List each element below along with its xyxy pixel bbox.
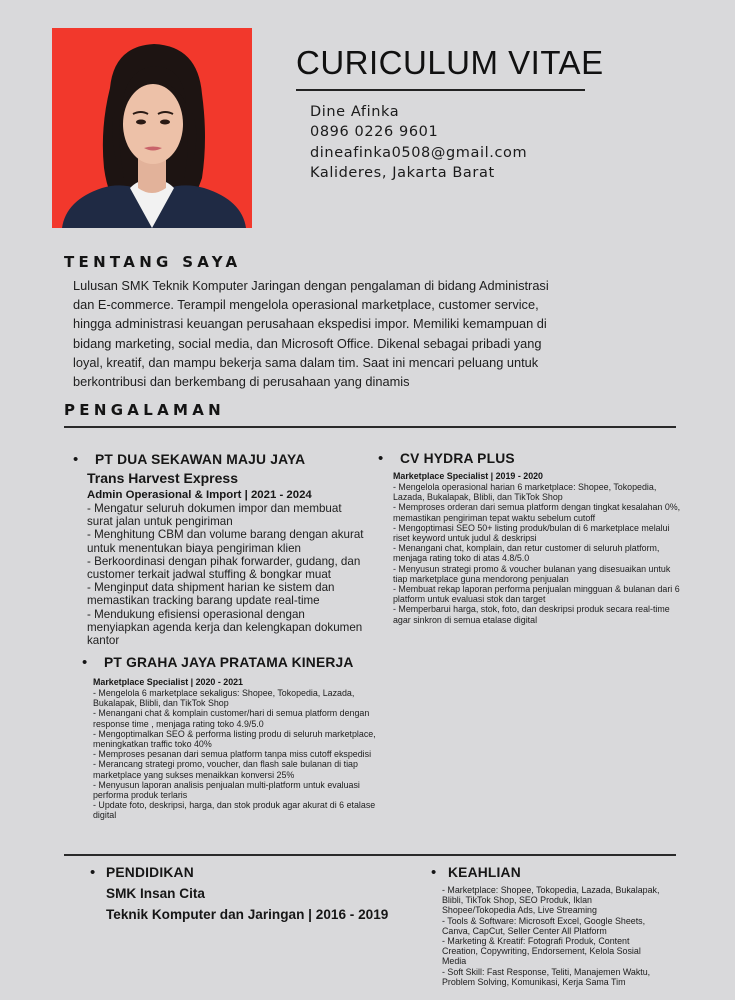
skill-line: Blibli, TikTok Shop, SEO Produk, Iklan	[442, 895, 592, 906]
duty-line: - Menghitung CBM dan volume barang dengan akurat	[87, 528, 364, 542]
skills-heading-row	[431, 864, 659, 881]
duty-line: - Merancang strategi promo, voucher, dan flash sale bulanan di tiap	[93, 759, 358, 770]
job-heading	[82, 654, 376, 671]
job-heading	[378, 450, 680, 467]
duty-line: menjaga rating toko di atas 4.8/5.0	[393, 553, 530, 564]
duty-line: Lazada, Bukalapak, Blibli, dan TikTok Shop	[393, 492, 563, 503]
duty-line: - Mengoptimalkan SEO & performa listing produ di seluruh marketplace,	[93, 728, 376, 739]
job-duties	[393, 482, 680, 625]
contact-email: dineafinka0508@gmail.com	[310, 144, 528, 161]
skill-line: Shopee/Tokopedia Ads, Live Streaming	[442, 905, 597, 916]
education-heading-row	[90, 864, 388, 881]
job-company: PT GRAHA JAYA PRATAMA KINERJA	[104, 655, 354, 670]
about-line: Lulusan SMK Teknik Komputer Jaringan dengan pengalaman di bidang Administrasi	[73, 278, 549, 293]
duty-line: riset keyword untuk judul & deskripsi	[393, 533, 537, 544]
about-line: bidang marketing, social media, dan Microsoft Office. Dikenal sebagai pribadi yang	[73, 335, 542, 351]
job-duties	[93, 688, 376, 821]
experience-rule	[64, 426, 676, 428]
bullet: •	[378, 450, 384, 467]
duty-line: untuk menentukan biaya pengiriman klien	[87, 541, 301, 555]
contact-phone: 0896 0226 9601	[310, 124, 439, 141]
duty-line: memastikan pengiriman tepat waktu sebelum cutoff	[393, 512, 596, 523]
skill-line: - Marketing & Kreatif: Fotografi Produk, Content	[442, 936, 630, 947]
job-role: Admin Operasional & Import | 2021 - 2024	[87, 489, 312, 501]
experience-heading: PENGALAMAN	[64, 401, 225, 419]
duty-line: digital	[93, 810, 117, 821]
duty-line: Bukalapak, Blibli, dan TikTok Shop	[93, 698, 229, 709]
duty-line: performa produk terlaris	[93, 790, 188, 801]
duty-line: surat jalan untuk pengiriman	[87, 515, 233, 529]
duty-line: response time , menjaga rating toko 4.9/5.0	[93, 718, 264, 729]
about-line: dan E-commerce. Terampil mengelola operasional marketplace, customer service,	[73, 297, 539, 313]
duty-line: memastikan tracking barang update real-time	[87, 594, 320, 608]
duty-line: customer terkait jadwal stuffing & bongkar muat	[87, 568, 332, 582]
profile-photo	[52, 28, 252, 228]
about-line: berkontribusi dan berkembang di perusahaan yang dinamis	[73, 374, 410, 390]
duty-line: menyiapkan agenda kerja dan kelengkapan dokumen	[87, 620, 363, 634]
duty-line: - Memperbarui harga, stok, foto, dan deskripsi produk secara real-time	[393, 604, 670, 615]
education-heading: PENDIDIKAN	[106, 865, 194, 880]
duty-line: - Menyusun laporan analisis penjualan multi-platform untuk evaluasi	[93, 779, 360, 790]
skill-line: Media	[442, 956, 467, 967]
job-role: Marketplace Specialist | 2020 - 2021	[93, 677, 243, 687]
job-company: CV HYDRA PLUS	[400, 451, 515, 466]
duty-line: - Menyusun strategi promo & voucher bulanan yang disesuaikan untuk	[393, 563, 671, 574]
duty-line: - Mengatur seluruh dokumen impor dan membuat	[87, 502, 342, 515]
skill-line: Problem Solving, Komunikasi, Kerja Sama Tim	[442, 976, 626, 987]
bullet: •	[82, 654, 88, 671]
title-underline	[296, 89, 585, 91]
duty-line: marketplace yang sukses menaikkan konversi 25%	[93, 769, 295, 780]
duty-line: - Menginput data shipment harian ke sistem dan	[87, 581, 335, 595]
bottom-rule	[64, 854, 676, 856]
duty-line: - Mendukung efisiensi operasional dengan	[87, 607, 305, 621]
duty-line: - Berkoordinasi dengan pihak forwarder, gudang, dan	[87, 554, 361, 568]
duty-line: - Memproses pesanan dari semua platform tanpa miss cutoff ekspedisi	[93, 749, 372, 760]
bullet: •	[73, 451, 79, 468]
duty-line: - Menangani chat, komplain, dan retur customer di seluruh platform,	[393, 543, 660, 554]
portrait-illustration	[52, 28, 252, 228]
about-heading: TENTANG SAYA	[64, 253, 242, 271]
job-duties	[87, 502, 364, 647]
education-major: Teknik Komputer dan Jaringan | 2016 - 2019	[106, 907, 389, 922]
about-line: loyal, kreatif, dan mampu bekerja sama dalam tim. Saat ini mencari peluang untuk	[73, 354, 539, 370]
job-company: PT DUA SEKAWAN MAJU JAYA	[95, 452, 306, 467]
duty-line: kantor	[87, 634, 120, 648]
bullet: •	[431, 864, 437, 881]
contact-name: Dine Afinka	[310, 104, 400, 120]
duty-line: - Memproses orderan dari semua platform dengan tingkat kesalahan 0%,	[393, 502, 681, 513]
cv-title: CURICULUM VITAE	[296, 44, 604, 81]
skill-line: - Marketplace: Shopee, Tokopedia, Lazada, Bukalapak,	[442, 885, 660, 895]
job-hydra-plus	[378, 450, 680, 625]
skill-line: Creation, Copywriting, Endorsement, Kelola Sosial	[442, 946, 641, 957]
skill-line: - Tools & Software: Microsoft Excel, Google Sheets,	[442, 915, 646, 926]
skill-line: Canva, CapCut, Seller Center All Platform	[442, 925, 607, 936]
duty-line: meningkatkan traffic toko 40%	[93, 739, 212, 750]
duty-line: - Menangani chat & komplain customer/hari di semua platform dengan	[93, 708, 370, 719]
job-subcompany: Trans Harvest Express	[87, 470, 238, 486]
skill-line: - Soft Skill: Fast Response, Teliti, Manajemen Waktu,	[442, 966, 651, 977]
about-text	[73, 276, 593, 391]
duty-line: - Update foto, deskripsi, harga, dan stok produk agar akurat di 6 etalase	[93, 800, 376, 811]
duty-line: tiap marketplace guna mendorong penjualan	[393, 573, 569, 584]
skills-list	[431, 885, 659, 987]
contact-location: Kalideres, Jakarta Barat	[310, 164, 495, 181]
job-heading	[73, 451, 364, 468]
duty-line: - Membuat rekap laporan performa penjualan mingguan & bulanan dari 6	[393, 584, 680, 595]
duty-line: - Mengoptimasi SEO 50+ listing produk/bulan di 6 marketplace melalui	[393, 522, 670, 533]
about-line: hingga administrasi keuangan perusahaan ekspedisi impor. Memiliki kemampuan di	[73, 316, 547, 332]
job-dua-sekawan	[73, 451, 364, 647]
contact-info	[310, 102, 527, 183]
job-role: Marketplace Specialist | 2019 - 2020	[393, 471, 543, 481]
education-section	[90, 864, 388, 925]
skills-section	[431, 864, 659, 987]
duty-line: agar sinkron di semua etalase digital	[393, 614, 538, 625]
job-graha-jaya	[82, 654, 376, 821]
education-school: SMK Insan Cita	[106, 886, 205, 901]
duty-line: - Mengelola 6 marketplace sekaligus: Shopee, Tokopedia, Lazada,	[93, 688, 355, 698]
duty-line: - Mengelola operasional harian 6 marketplace: Shopee, Tokopedia,	[393, 482, 657, 492]
skills-heading: KEAHLIAN	[448, 865, 521, 880]
bullet: •	[90, 864, 96, 881]
duty-line: platform untuk evaluasi stok dan target	[393, 594, 546, 605]
